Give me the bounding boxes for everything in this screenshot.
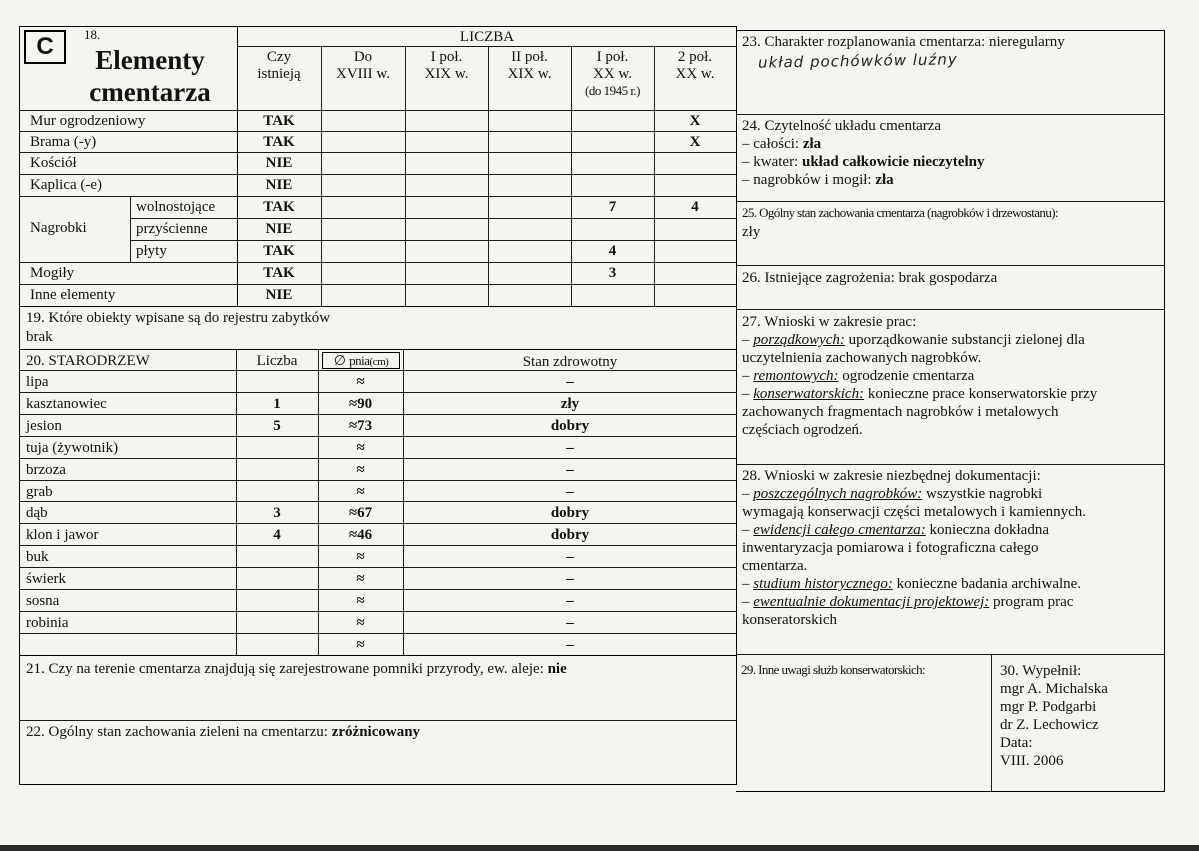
q28	[742, 467, 1086, 629]
element-exists: NIE	[265, 287, 293, 303]
q24-title: 24. Czytelność układu cmentarza	[742, 118, 942, 134]
tree-health: –	[566, 615, 574, 631]
column-header-line: Do	[353, 49, 373, 65]
tree-row-line	[19, 589, 737, 590]
tree-health: –	[566, 374, 574, 390]
q19-label: 19. Które obiekty wpisane są do rejestru zabytków	[26, 310, 331, 326]
tree-name: tuja (żywotnik)	[26, 440, 119, 456]
element-count-cell: 4	[608, 243, 617, 259]
element-count-cell: 7	[608, 199, 617, 215]
q29-label: 29. Inne uwagi służb konserwatorskich:	[741, 662, 926, 677]
q30-person-3: dr Z. Lechowicz	[1000, 717, 1099, 733]
element-exists: TAK	[263, 265, 295, 281]
trees-header-count: Liczba	[256, 353, 298, 369]
tree-name: dąb	[26, 505, 48, 521]
diameter-label: pnia	[349, 353, 370, 368]
tree-name: buk	[26, 549, 49, 565]
diameter-unit: (cm)	[369, 356, 389, 368]
tree-count: 3	[273, 505, 281, 521]
tree-diameter: ≈	[356, 615, 365, 631]
tree-health: –	[566, 462, 574, 478]
trees-header-health: Stan zdrowotny	[522, 354, 618, 370]
tree-diameter: ≈	[356, 484, 365, 500]
q28-c: – studium historycznego: konieczne badania archiwalne.	[742, 576, 1082, 592]
tree-row-line	[19, 567, 737, 568]
tree-name: brzoza	[26, 462, 66, 478]
section-title	[70, 44, 230, 108]
q25-label: 25. Ogólny stan zachowania cmentarza (nagrobków i drzewostanu):	[742, 205, 1058, 220]
tree-health: zły	[560, 396, 580, 412]
q28-d2: konseratorskich	[742, 612, 837, 628]
element-label: Brama (-y)	[30, 134, 97, 150]
tree-diameter: ≈46	[348, 527, 373, 543]
tree-health: –	[566, 571, 574, 587]
tree-diameter: ≈	[356, 593, 365, 609]
q23-handwritten: układ pochówków luźny	[757, 50, 958, 72]
tree-diameter: ≈	[356, 374, 365, 390]
tree-row-line	[19, 501, 737, 502]
trees-header-name: 20. STARODRZEW	[26, 353, 150, 369]
tree-health: –	[566, 549, 574, 565]
tree-diameter: ≈	[356, 571, 365, 587]
element-exists: TAK	[263, 243, 295, 259]
nagrobki-label: Nagrobki	[30, 220, 87, 236]
q30-person-1: mgr A. Michalska	[1000, 681, 1108, 697]
q27-c: – konserwatorskich: konieczne prace konserwatorskie przy	[742, 386, 1098, 402]
tree-health: dobry	[550, 505, 590, 521]
q26-label: 26. Istniejące zagrożenia: brak gospodarza	[742, 270, 998, 286]
q27-c2: zachowanych fragmentach nagrobków i metalowych	[742, 404, 1059, 420]
column-header	[321, 49, 405, 83]
element-count-cell: 4	[691, 199, 699, 215]
column-header	[237, 49, 321, 83]
section-letter: C	[36, 33, 54, 60]
tree-row-line	[19, 611, 737, 612]
column-header-line: XX w.	[592, 66, 633, 82]
element-label: Kościół	[30, 155, 77, 171]
q28-title: 28. Wnioski w zakresie niezbędnej dokumentacji:	[742, 468, 1041, 484]
q28-a: – poszczególnych nagrobków: wszystkie nagrobki	[742, 486, 1043, 502]
tree-row-line	[19, 436, 737, 437]
column-header	[488, 49, 571, 83]
tree-name: grab	[26, 484, 53, 500]
q28-b: – ewidencji całego cmentarza: konieczna dokładna	[742, 522, 1049, 538]
q25-value: zły	[742, 224, 761, 240]
tree-count: 4	[273, 527, 281, 543]
tree-row-line	[19, 480, 737, 481]
q28-b3: cmentarza.	[742, 558, 808, 574]
tree-row-line	[19, 633, 737, 634]
element-exists: NIE	[265, 155, 293, 171]
q30-date-label: Data:	[1000, 735, 1033, 751]
tree-diameter: ≈	[356, 637, 365, 653]
element-label: Mur ogrodzeniowy	[30, 113, 146, 129]
element-count-cell: X	[689, 113, 701, 129]
column-header-line: istnieją	[257, 66, 301, 82]
q30-person-2: mgr P. Podgarbi	[1000, 699, 1097, 715]
tree-health: dobry	[550, 527, 590, 543]
q30-title: 30. Wypełnił:	[1000, 663, 1082, 679]
section-letter-box	[24, 30, 66, 64]
tree-name: klon i jawor	[26, 527, 99, 543]
section-title-line2: cmentarza	[89, 77, 211, 107]
q24-line-total: – całości: zła	[742, 136, 822, 152]
scan-bottom-edge	[0, 845, 1199, 851]
q21-label: 21. Czy na terenie cmentarza znajdują się zarejestrowane pomniki przyrody, ew. aleje:	[26, 661, 544, 677]
section-number: 18.	[84, 27, 101, 42]
element-count-cell: X	[689, 134, 701, 150]
q24-line-graves: – nagrobków i mogił: zła	[742, 172, 894, 188]
q21-value: nie	[547, 661, 567, 677]
q27-a: – porządkowych: uporządkowanie substancji zielonej dla	[742, 332, 1085, 348]
tree-diameter: ≈	[356, 440, 365, 456]
tree-health: –	[566, 440, 574, 456]
column-header	[654, 49, 736, 83]
tree-diameter: ≈90	[348, 396, 373, 412]
q24-line-quarters: – kwater: układ całkowicie nieczytelny	[742, 154, 985, 170]
section-title-line1: Elementy	[95, 45, 205, 75]
element-exists: NIE	[265, 221, 293, 237]
element-exists: TAK	[263, 199, 295, 215]
diameter-symbol: ∅	[333, 354, 346, 369]
column-header-line: (do 1945 r.)	[584, 83, 641, 98]
tree-health: –	[566, 593, 574, 609]
tree-diameter: ≈67	[348, 505, 373, 521]
column-header-line: Czy	[266, 49, 292, 65]
q30	[1000, 662, 1108, 770]
column-header-line: I poł.	[430, 49, 463, 65]
q22	[26, 723, 420, 741]
tree-diameter: ≈73	[348, 418, 373, 434]
tree-diameter: ≈	[356, 462, 365, 478]
element-label: Kaplica (-e)	[30, 177, 103, 193]
element-count-cell: 3	[608, 265, 617, 281]
tree-diameter: ≈	[356, 549, 365, 565]
tree-name: robinia	[26, 615, 69, 631]
q27-c3: częściach ogrodzeń.	[742, 422, 863, 438]
column-header-line: XVIII w.	[335, 66, 390, 82]
column-header-line: XIX w.	[424, 66, 469, 82]
liczba-header: LICZBA	[459, 29, 515, 45]
q24	[742, 117, 984, 189]
column-header-line: XX w.	[675, 66, 715, 82]
tree-health: –	[566, 484, 574, 500]
column-header-line: XIX w.	[507, 66, 552, 82]
q30-date-value: VIII. 2006	[1000, 753, 1064, 769]
column-header-line: I poł.	[596, 49, 629, 65]
tree-name: lipa	[26, 374, 49, 390]
tree-name: kasztanowiec	[26, 396, 107, 412]
element-label: przyścienne	[136, 221, 208, 237]
tree-row-line	[19, 545, 737, 546]
column-header	[405, 49, 488, 83]
tree-name: jesion	[26, 418, 62, 434]
element-exists: TAK	[263, 113, 295, 129]
q28-b2: inwentaryzacja pomiarowa i fotograficzna całego	[742, 540, 1039, 556]
q22-value: zróżnicowany	[331, 724, 421, 740]
tree-row-line	[19, 414, 737, 415]
tree-row-line	[19, 458, 737, 459]
trees-header-diameter	[322, 352, 400, 369]
element-exists: NIE	[265, 177, 293, 193]
tree-row-line	[19, 523, 737, 524]
q28-a2: wymagają konserwacji części metalowych i kamiennych.	[742, 504, 1087, 520]
tree-name: sosna	[26, 593, 60, 609]
q23-label: 23. Charakter rozplanowania cmentarza: nieregularny	[742, 34, 1065, 50]
tree-count: 1	[273, 396, 281, 412]
q27	[742, 313, 1097, 439]
q19-value: brak	[26, 329, 53, 345]
q27-a2: uczytelnienia zachowanych nagrobków.	[742, 350, 982, 366]
tree-count: 5	[273, 418, 281, 434]
tree-name: świerk	[26, 571, 66, 587]
element-label: Inne elementy	[30, 287, 116, 303]
q27-b: – remontowych: ogrodzenie cmentarza	[742, 368, 975, 384]
column-header-line: 2 poł.	[677, 49, 713, 65]
q27-title: 27. Wnioski w zakresie prac:	[742, 314, 917, 330]
element-exists: TAK	[263, 134, 295, 150]
element-label: Mogiły	[30, 265, 75, 281]
q28-d: – ewentualnie dokumentacji projektowej: program prac	[742, 594, 1074, 610]
tree-health: dobry	[550, 418, 590, 434]
element-label: wolnostojące	[136, 199, 216, 215]
tree-row-line	[19, 392, 737, 393]
column-header	[571, 49, 654, 98]
element-label: płyty	[136, 243, 167, 259]
tree-health: –	[566, 637, 574, 653]
q22-label: 22. Ogólny stan zachowania zieleni na cmentarzu:	[26, 724, 328, 740]
column-header-line: II poł.	[511, 49, 548, 65]
q21	[26, 660, 567, 678]
